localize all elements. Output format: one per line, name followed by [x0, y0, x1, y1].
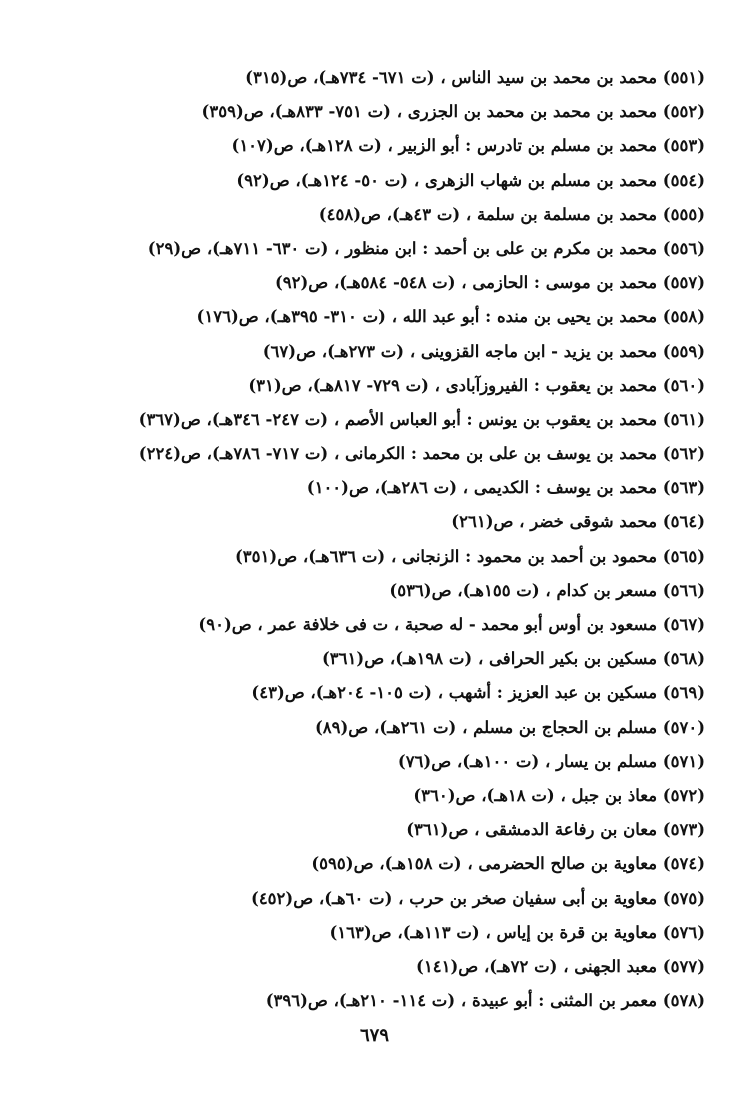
index-entry: (٥٥٥) محمد بن مسلمة بن سلمة ، (ت ٤٣هـ)، ص(٤٥٨) [318, 204, 705, 224]
index-entry: (٥٧٠) مسلم بن الحجاج بن مسلم ، (ت ٢٦١هـ)، ص(٨٩) [314, 717, 705, 737]
index-entry: (٥٦٠) محمد بن يعقوب : الفيروزآبادى ، (ت ٧٢٩- ٨١٧هـ)، ص(٣١) [248, 375, 705, 395]
index-entry: (٥٧١) مسلم بن يسار ، (ت ١٠٠هـ)، ص(٧٦) [397, 751, 705, 771]
index-entry: (٥٦١) محمد بن يعقوب بن يونس : أبو العباس الأصم ، (ت ٢٤٧- ٣٤٦هـ)، ص(٣٦٧) [138, 409, 705, 429]
index-entry: (٥٥٢) محمد بن محمد بن محمد بن الجزرى ، (ت ٧٥١- ٨٣٣هـ)، ص(٣٥٩) [201, 102, 705, 122]
index-entry: (٥٦٥) محمود بن أحمد بن محمود : الزنجانى ، (ت ٦٣٦هـ)، ص(٣٥١) [234, 546, 705, 566]
index-entry: (٥٦٩) مسكين بن عبد العزيز : أشهب ، (ت ١٠٥- ٢٠٤هـ)، ص(٤٣) [251, 683, 705, 703]
index-entry: (٥٧٤) معاوية بن صالح الحضرمى ، (ت ١٥٨هـ)، ص(٥٩٥) [311, 854, 705, 874]
index-entry: (٥٥٨) محمد بن يحيى بن منده : أبو عبد الله ، (ت ٣١٠- ٣٩٥هـ)، ص(١٧٦) [196, 307, 705, 327]
index-entry: (٥٦٣) محمد بن يوسف : الكديمى ، (ت ٢٨٦هـ)، ص(١٠٠) [306, 478, 705, 498]
index-entry: (٥٦٧) مسعود بن أوس أبو محمد - له صحبة ، ت فى خلافة عمر ، ص(٩٠) [198, 615, 705, 634]
index-entry: (٥٥٤) محمد بن مسلم بن شهاب الزهرى ، (ت ٥٠- ١٢٤هـ)، ص(٩٢) [236, 170, 705, 190]
page-number: ٦٧٩ [359, 1025, 389, 1046]
index-entry: (٥٥١) محمد بن محمد بن سيد الناس ، (ت ٦٧١- ٧٣٤هـ)، ص(٣١٥) [245, 68, 705, 87]
index-list [35, 61, 705, 1018]
index-entry: (٥٧٣) معان بن رفاعة الدمشقى ، ص(٣٦١) [406, 820, 705, 840]
index-entry: (٥٦٢) محمد بن يوسف بن على بن محمد : الكرمانى ، (ت ٧١٧- ٧٨٦هـ)، ص(٢٢٤) [138, 444, 705, 464]
index-entry: (٥٥٩) محمد بن يزيد - ابن ماجه القزوينى ، (ت ٢٧٣هـ)، ص(٦٧) [262, 341, 705, 361]
index-entry: (٥٥٧) محمد بن موسى : الحازمى ، (ت ٥٤٨- ٥٨٤هـ)، ص(٩٢) [274, 273, 705, 293]
index-entry: (٥٥٦) محمد بن مكرم بن على بن أحمد : ابن منظور ، (ت ٦٣٠- ٧١١هـ)، ص(٢٩) [147, 238, 705, 258]
index-entry: (٥٧٢) معاذ بن جبل ، (ت ١٨هـ)، ص(٣٦٠) [413, 785, 705, 805]
index-entry: (٥٧٧) معبد الجهنى ، (ت ٧٢هـ)، ص(١٤١) [416, 956, 705, 976]
index-entry: (٥٧٥) معاوية بن أبى سفيان صخر بن حرب ، (ت ٦٠هـ)، ص(٤٥٢) [251, 888, 705, 908]
index-entry: (٥٦٦) مسعر بن كدام ، (ت ١٥٥هـ)، ص(٥٣٦) [389, 580, 705, 600]
index-entry: (٥٦٤) محمد شوقى خضر ، ص(٢٦١) [451, 512, 705, 532]
index-entry: (٥٧٦) معاوية بن قرة بن إياس ، (ت ١١٣هـ)، ص(١٦٣) [329, 922, 705, 942]
index-entry: (٥٥٣) محمد بن مسلم بن تادرس : أبو الزبير ، (ت ١٢٨هـ)، ص(١٠٧) [231, 136, 705, 156]
index-entry: (٥٧٨) معمر بن المثنى : أبو عبيدة ، (ت ١١٤- ٢١٠هـ)، ص(٣٩٦) [265, 991, 705, 1011]
index-entry: (٥٦٨) مسكين بن بكير الحرافى ، (ت ١٩٨هـ)، ص(٣٦١) [321, 649, 705, 669]
